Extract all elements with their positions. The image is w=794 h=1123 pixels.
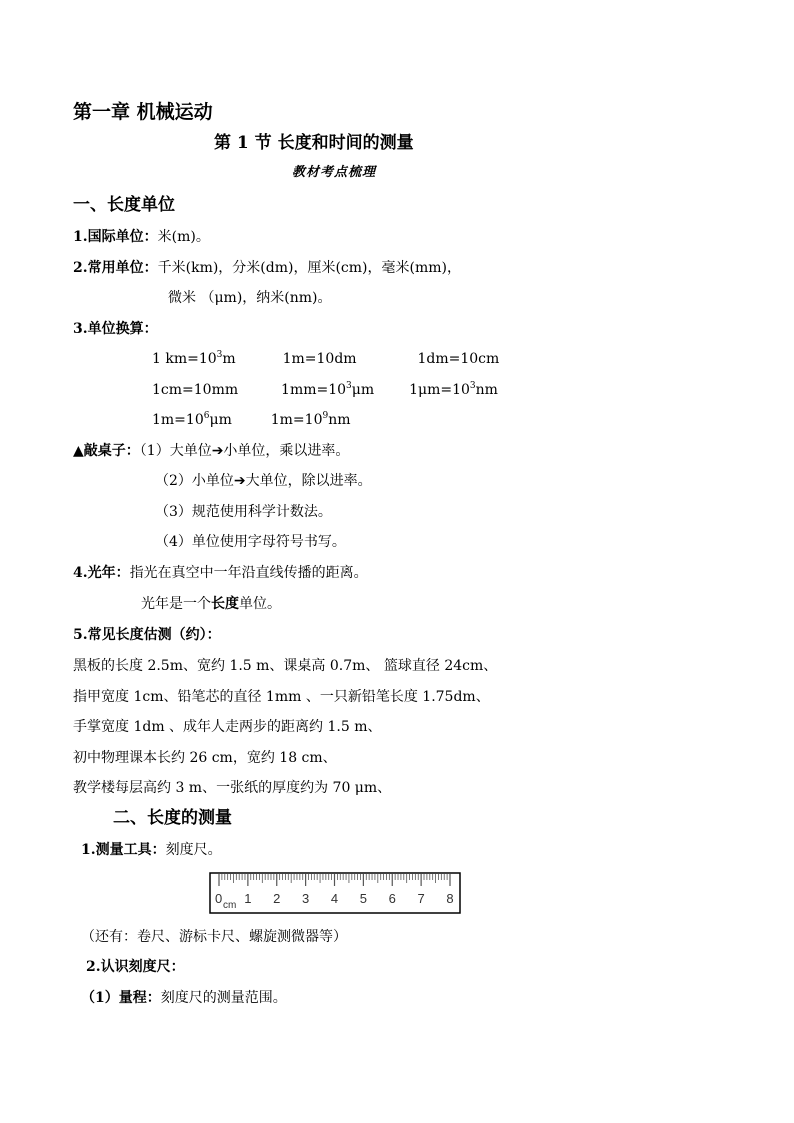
conv-cm-mm: 1cm=10mm	[152, 382, 239, 398]
estimate-line-3: 手掌宽度 1dm 、成年人走两步的距离约 1.5 m、	[73, 719, 382, 735]
ruler-label-2: 2	[273, 891, 281, 906]
part1-heading: 一、长度单位	[73, 195, 175, 215]
conv-m-um: $1m=10^6\mu m$	[152, 411, 232, 428]
ruler-label-6: 6	[388, 891, 396, 906]
conv-mm-um: $1mm=10^3\mu m$	[281, 381, 375, 398]
light-year-label: 4.光年：	[73, 565, 130, 581]
tips-label: ▲敲桌子：	[73, 443, 140, 459]
conv-km-m: 1 $km=10^3m$	[152, 350, 236, 367]
subtitle: 教材考点梳理	[292, 165, 377, 180]
ruler-label-0: 0	[215, 891, 223, 906]
conversion-row-1	[152, 350, 499, 368]
ruler-image	[209, 872, 461, 914]
ruler-label-3: 3	[302, 891, 310, 906]
light-year-unit: 光年是一个长度单位。	[141, 596, 281, 612]
unit-common	[73, 259, 461, 277]
unit-si-text: 米(m)。	[157, 229, 210, 245]
measuring-tool-label: 1.测量工具：	[81, 842, 166, 858]
conv-dm-cm: 1dm=10cm	[417, 351, 500, 367]
unit-common-text: 千米(km)，分米(dm)，厘米(cm)，毫米(mm)，	[157, 260, 461, 276]
light-year-text: 指光在真空中一年沿直线传播的距离。	[129, 565, 368, 581]
estimate-line-2: 指甲宽度 1cm、铅笔芯的直径 1mm 、一只新铅笔长度 1.75dm、	[73, 689, 490, 705]
know-ruler-label: 2.认识刻度尺：	[86, 959, 185, 975]
tip-4-text: （4）单位使用字母符号书写。	[155, 534, 346, 550]
unit-common-label: 2.常用单位：	[73, 260, 158, 276]
range-text: 刻度尺的测量范围。	[160, 990, 287, 1006]
ruler-unit: cm	[223, 900, 237, 911]
ruler-label-1: 1	[244, 891, 252, 906]
part2-heading: 二、长度的测量	[113, 808, 232, 828]
unit-si	[73, 228, 210, 246]
tip-2-text: （2）小单位➔大单位，除以进率。	[155, 473, 372, 489]
tip-3-text: （3）规范使用科学计数法。	[155, 504, 332, 520]
section-title: 第 1 节 长度和时间的测量	[214, 133, 414, 153]
range-label: （1）量程：	[81, 990, 161, 1006]
conversion-row-3	[152, 411, 351, 429]
estimate-line-1: 黑板的长度 2.5m、宽约 1.5 m、课桌高 0.7m、 篮球直径 24cm、	[73, 658, 498, 674]
estimate-label: 5.常见长度估测（约）：	[73, 627, 221, 643]
unit-conversion-label: 3.单位换算：	[73, 321, 158, 337]
unit-common-cont: 微米 （μm)，纳米(nm)。	[168, 290, 332, 306]
conversion-row-2	[152, 381, 498, 399]
estimate-line-5: 教学楼每层高约 3 m、一张纸的厚度约为 70 μm、	[73, 780, 392, 796]
range	[81, 989, 287, 1007]
tip-1-text: （1）大单位➔小单位，乘以进率。	[139, 443, 350, 459]
ruler-label-7: 7	[417, 891, 425, 906]
unit-si-label: 1.国际单位：	[73, 229, 158, 245]
estimate-line-4: 初中物理课本长约 26 cm，宽约 18 cm、	[73, 750, 337, 766]
light-year	[73, 564, 368, 582]
conv-m-dm: 1m=10dm	[282, 351, 357, 367]
tips-1	[73, 442, 349, 460]
measuring-tool-text: 刻度尺。	[165, 842, 222, 858]
measuring-tool	[81, 841, 222, 859]
ruler-label-5: 5	[359, 891, 367, 906]
chapter-title: 第一章 机械运动	[73, 101, 213, 123]
light-year-unit-bold: 长度	[211, 596, 239, 612]
ruler-label-8: 8	[446, 891, 454, 906]
other-tools: （还有：卷尺、游标卡尺、螺旋测微器等）	[81, 929, 347, 945]
conv-m-nm: $1m=10^9nm$	[270, 411, 351, 428]
conv-um-nm: $1\mu m=10^3nm$	[409, 381, 498, 398]
ruler-label-4: 4	[330, 891, 339, 906]
